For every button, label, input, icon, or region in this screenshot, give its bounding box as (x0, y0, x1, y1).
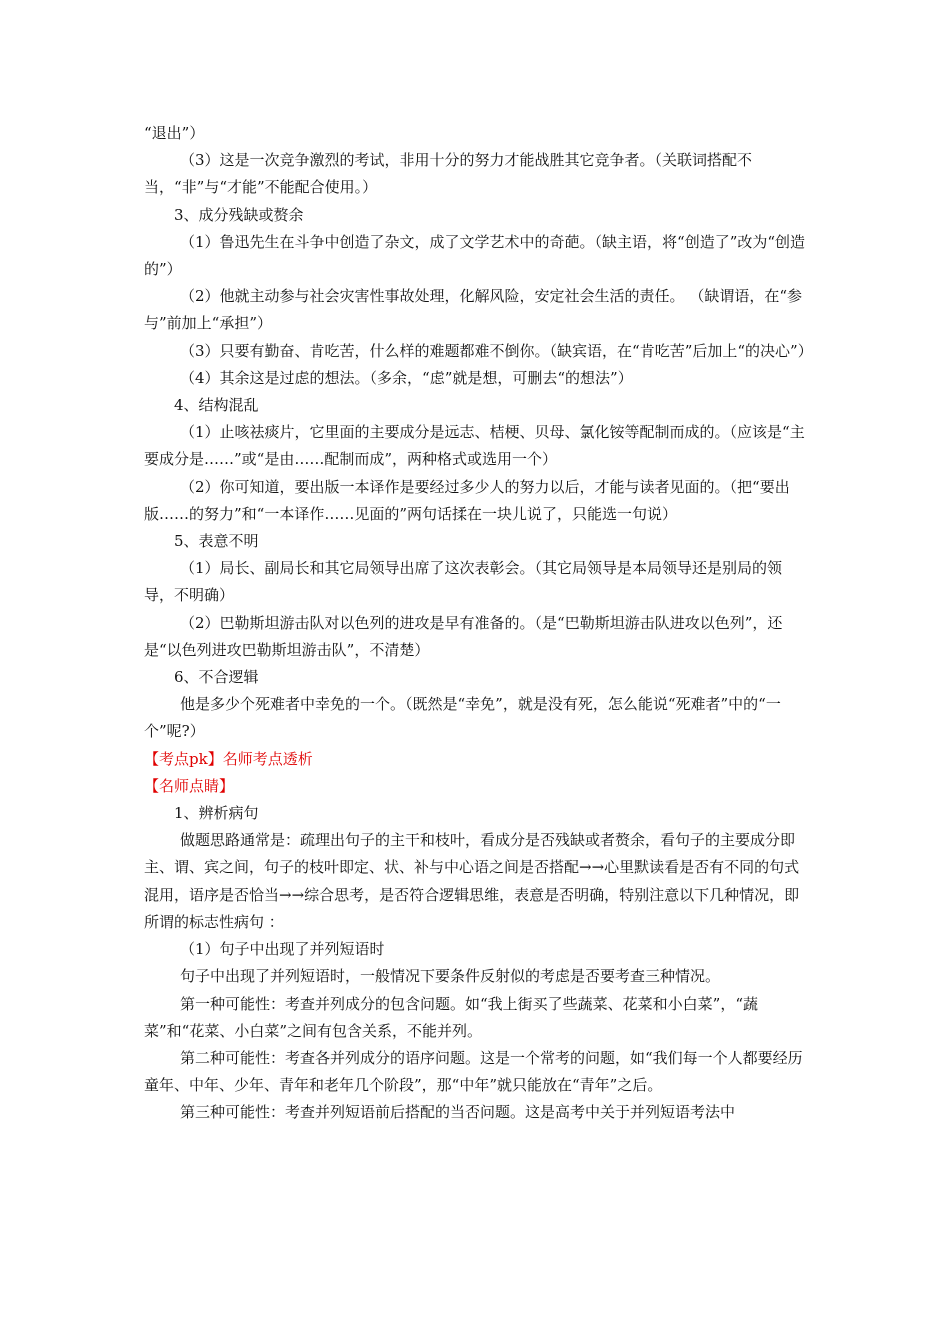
paragraph: （1）局长、副局长和其它局领导出席了这次表彰会。（其它局领导是本局领导还是别局的领导，不明确） (144, 559, 783, 605)
paragraph: 第三种可能性：考查并列短语前后搭配的当否问题。这是高考中关于并列短语考法中 (180, 1103, 736, 1122)
section-heading: 1、辨析病句 (174, 804, 259, 823)
section-heading: 4、结构混乱 (174, 396, 259, 415)
section-heading: 3、成分残缺或赘余 (174, 205, 304, 224)
paragraph: （3）这是一次竞争激烈的考试，非用十分的努力才能战胜其它竞争者。（关联词搭配不当，“非”与“才能”不能配合使用。） (144, 151, 753, 197)
paragraph: （3）只要有勤奋、肯吃苦，什么样的难题都难不倒你。（缺宾语，在“肯吃苦”后加上“的决心”） (180, 341, 813, 360)
section-heading: 5、表意不明 (174, 532, 259, 551)
paragraph: 第二种可能性：考查各并列成分的语序问题。这是一个常考的问题，如“我们每一个人都要经历童年、中年、少年、青年和老年几个阶段”，那“中年”就只能放在“青年”之后。 (144, 1048, 803, 1095)
paragraph: “退出”） (144, 124, 205, 142)
paragraph: （2）巴勒斯坦游击队对以色列的进攻是早有准备的。（是“巴勒斯坦游击队进攻以色列”，还是“以色列进攻巴勒斯坦游击队”，不清楚） (144, 613, 783, 659)
paragraph: （1）句子中出现了并列短语时 (180, 940, 385, 959)
section-heading: 6、不合逻辑 (174, 668, 259, 687)
paragraph: 做题思路通常是：疏理出句子的主干和枝叶，看成分是否残缺或者赘余，看句子的主要成分即主、谓、宾之间，句子的枝叶即定、状、补与中心语之间是否搭配→→心里默读看是否有不同的句式混用，语序是否恰当→→综合思考，是否符合逻辑思维，表意是否明确，特别注意以下几种情况，即所谓的标志性病句 ： (144, 831, 800, 931)
document-page (144, 120, 813, 1127)
paragraph: 他是多少个死难者中幸免的一个。（既然是“幸免”，就是没有死，怎么能说“死难者”中的“一个”呢?） (144, 695, 781, 741)
paragraph: （4）其余这是过虑的想法。（多余，“虑”就是想，可删去“的想法”） (180, 368, 633, 387)
paragraph: （1）止咳祛痰片，它里面的主要成分是远志、桔梗、贝母、氯化铵等配制而成的。（应该是“主要成分是……”或“是由……配制而成”，两种格式或选用一个） (144, 423, 805, 469)
paragraph: （2）他就主动参与社会灾害性事故处理，化解风险，安定社会生活的责任。 （缺谓语，在“参与”前加上“承担”） (144, 287, 802, 333)
paragraph: （2）你可知道，要出版一本译作是要经过多少人的努力以后，才能与读者见面的。（把“要出版……的努力”和“一本译作……见面的”两句话揉在一块儿说了，只能选一句说） (144, 477, 790, 523)
red-heading: 【名师点睛】 (144, 776, 235, 795)
paragraph: 句子中出现了并列短语时，一般情况下要条件反射似的考虑是否要考查三种情况。 (180, 967, 721, 986)
paragraph: 第一种可能性：考查并列成分的包含问题。如“我上街买了些蔬菜、花菜和小白菜”，“蔬菜”和“花菜、小白菜”之间有包含关系，不能并列。 (144, 994, 759, 1040)
red-heading: 【考点pk】名师考点透析 (144, 749, 313, 768)
paragraph: （1）鲁迅先生在斗争中创造了杂文，成了文学艺术中的奇葩。（缺主语，将“创造了”改为“创造的”） (144, 232, 806, 279)
